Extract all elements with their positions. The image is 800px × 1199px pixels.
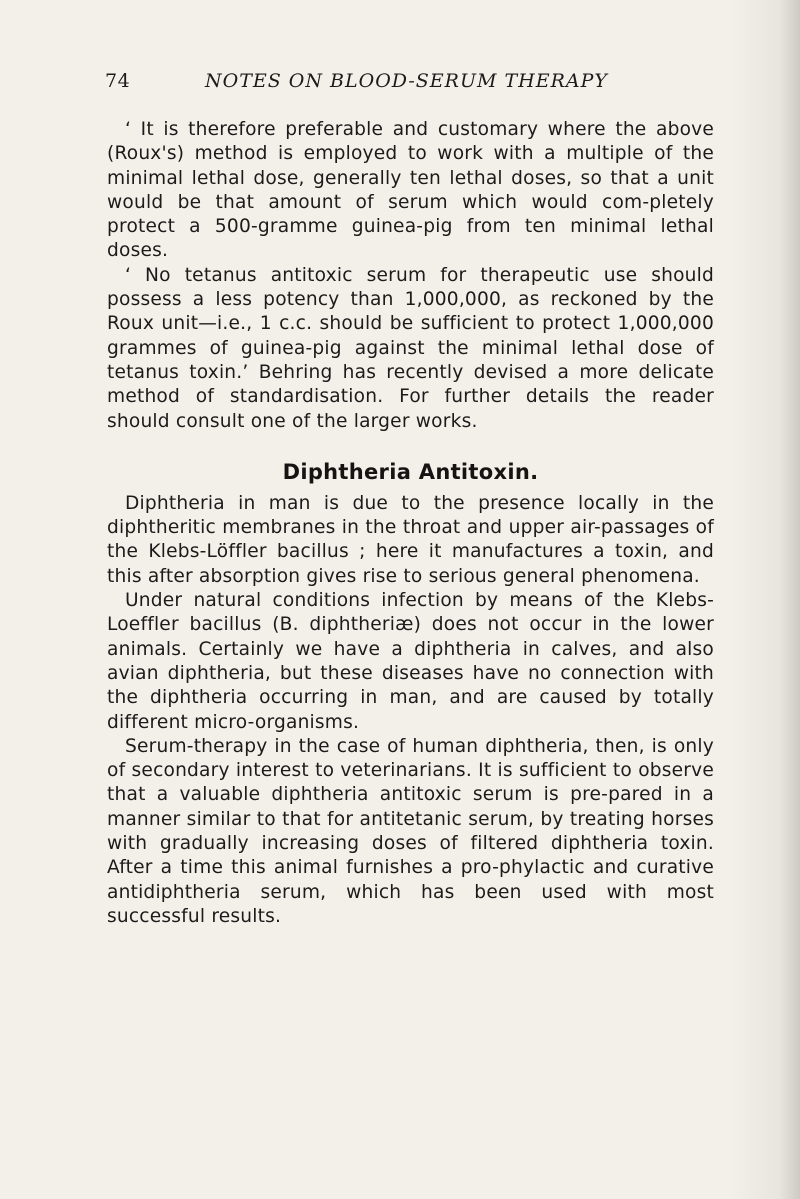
paragraph-diphtheria-cause: Diphtheria in man is due to the presence locally in the diphtheritic membranes in the throat and upper air-passages of the Klebs-Löffler bacillus ; here it manufactures a toxin, and this after absorption gives rise to serious general phenomena. xyxy=(107,492,714,587)
page-edge-shadow xyxy=(730,0,800,1199)
paragraph-tetanus-potency: ‘ No tetanus antitoxic serum for therapeutic use should possess a less potency than 1,000,000, as reckoned by the Roux unit—i.e., 1 c.c. should be sufficient to protect 1,000,000 grammes of guinea-pig against the minimal lethal dose of tetanus toxin.’ Behring has recently devised a more delicate method of standardisation. For further details the reader should consult one of the larger works. xyxy=(107,264,714,432)
body-text xyxy=(107,118,714,929)
paragraph-natural-conditions: Under natural conditions infection by means of the Klebs-Loeffler bacillus (B. diphtheriæ) does not occur in the lower animals. Certainly we have a diphtheria in calves, and also avian diphtheria, but these diseases have no connection with the diphtheria occurring in man, and are caused by totally different micro-organisms. xyxy=(107,590,714,733)
page-header xyxy=(105,70,710,100)
page-number: 74 xyxy=(105,70,131,92)
running-head: NOTES ON BLOOD-SERUM THERAPY xyxy=(205,70,608,92)
paragraph-serum-therapy: Serum-therapy in the case of human diphtheria, then, is only of secondary interest to veterinarians. It is sufficient to observe that a valuable diphtheria antitoxic serum is pre-pared in a manner similar to that for antitetanic serum, by treating horses with gradually increasing doses of filtered diphtheria toxin. After a time this animal furnishes a pro-phylactic and curative antidiphtheria serum, which has been used with most successful results. xyxy=(107,735,714,927)
paragraph-roux-method: ‘ It is therefore preferable and customary where the above (Roux's) method is employed to work with a multiple of the minimal lethal dose, generally ten lethal doses, so that a unit would be that amount of serum which would com-pletely protect a 500-gramme guinea-pig from ten minimal lethal doses. xyxy=(107,119,714,262)
section-heading: Diphtheria Antitoxin. xyxy=(282,459,539,484)
